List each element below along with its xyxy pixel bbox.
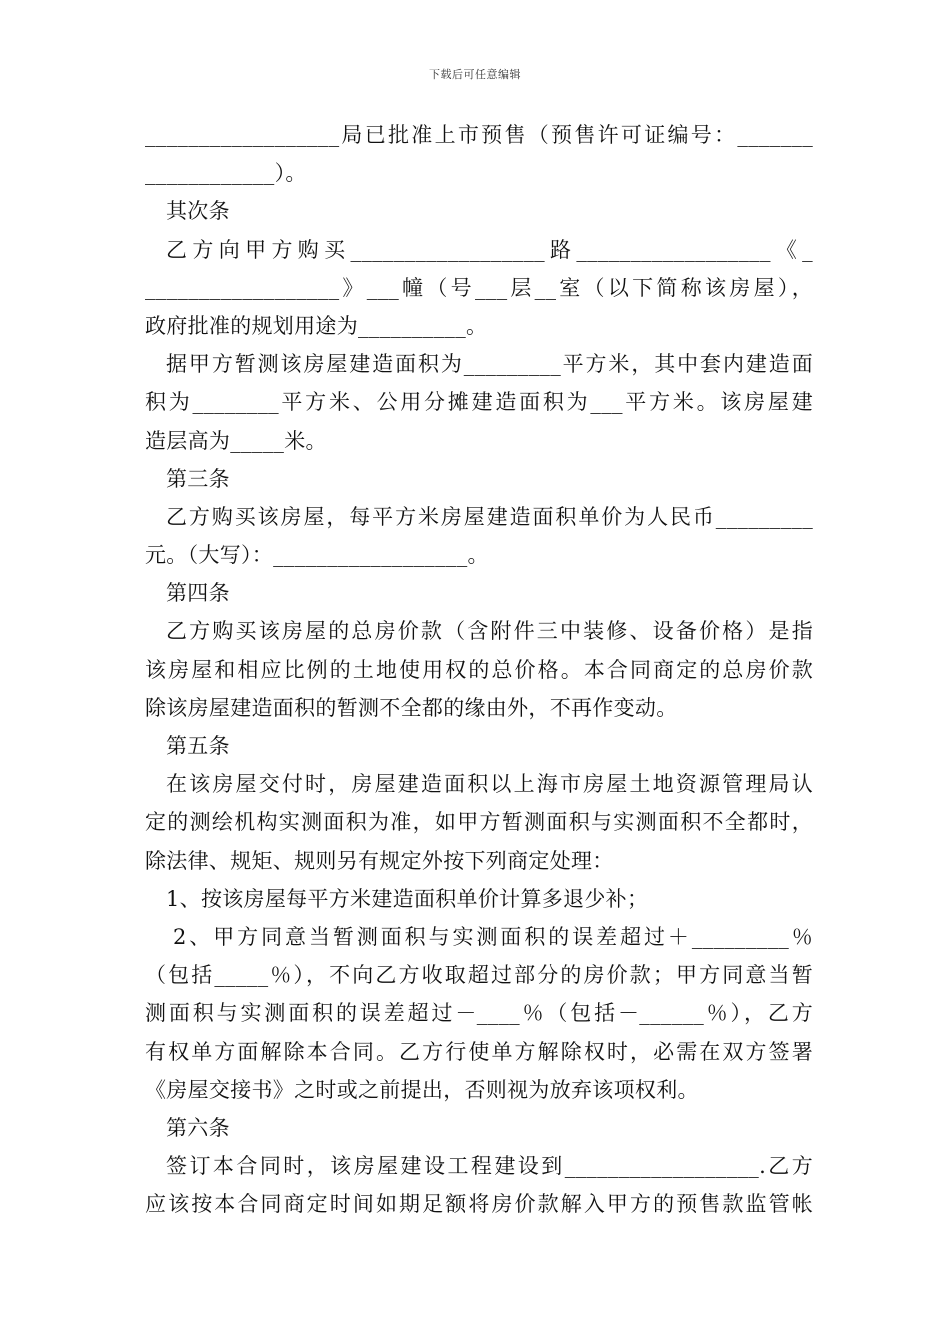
paragraph-line: 造层高为_____米。	[145, 428, 327, 453]
paragraph-line: 据甲方暂测该房屋建造面积为_________平方米，其中套内建造面	[166, 352, 813, 377]
paragraph-line: ____________）。	[145, 161, 307, 186]
paragraph-line: 乙方购买该房屋的总房价款（含附件三中装修、设备价格）是指	[166, 619, 813, 644]
paragraph-line: 测面积与实测面积的误差超过－____％（包括－______％），乙方	[145, 1001, 813, 1026]
paragraph-line: 乙方向甲方购买__________________路__________________《_	[166, 237, 813, 262]
paragraph-line: 除该房屋建造面积的暂测不全都的缘由外，不再作变动。	[145, 695, 678, 720]
paragraph-line: 元。（大写）：__________________。	[145, 543, 489, 568]
paragraph-line: 政府批准的规划用途为__________。	[145, 313, 488, 338]
paragraph-line: 定的测绘机构实测面积为准，如甲方暂测面积与实测面积不全都时，	[145, 810, 813, 835]
paragraph-line: 在该房屋交付时，房屋建造面积以上海市房屋土地资源管理局认	[166, 772, 813, 797]
paragraph-line: 应该按本合同商定时间如期足额将房价款解入甲方的预售款监管帐	[145, 1192, 813, 1217]
paragraph-line: 第六条	[166, 1115, 230, 1140]
paragraph-line: 该房屋和相应比例的土地使用权的总价格。本合同商定的总房价款	[145, 657, 813, 682]
document-body	[145, 116, 813, 1223]
paragraph-line: 乙方购买该房屋，每平方米房屋建造面积单价为人民币_________	[166, 504, 813, 529]
paragraph-line: __________________局已批准上市预售（预售许可证编号：_______	[145, 123, 813, 147]
paragraph-line: 第五条	[166, 734, 230, 758]
paragraph-line: 2、甲方同意当暂测面积与实测面积的误差超过＋_________％	[173, 924, 813, 949]
paragraph-line: 除法律、规矩、规则另有规定外按下列商定处理：	[145, 848, 614, 873]
paragraph-line: 有权单方面解除本合同。乙方行使单方解除权时，必需在双方签署	[145, 1039, 813, 1064]
paragraph-line: 积为________平方米、公用分摊建造面积为___平方米。该房屋建	[145, 390, 813, 415]
paragraph-line: 签订本合同时，该房屋建设工程建设到__________________.乙方	[166, 1154, 813, 1179]
paragraph-line: 《房屋交接书》之时或之前提出，否则视为放弃该项权利。	[145, 1077, 699, 1102]
paragraph-line: 第三条	[166, 466, 230, 491]
page-header: 下载后可任意编辑	[429, 68, 521, 81]
paragraph-line: __________________》___幢（号___层__室（以下简称该房屋），	[145, 275, 813, 300]
paragraph-line: 第四条	[166, 581, 230, 606]
paragraph-line: （包括_____％），不向乙方收取超过部分的房价款；甲方同意当暂	[145, 963, 813, 988]
paragraph-line: 其次条	[166, 199, 230, 224]
paragraph-line: 1、按该房屋每平方米建造面积单价计算多退少补；	[166, 886, 649, 911]
